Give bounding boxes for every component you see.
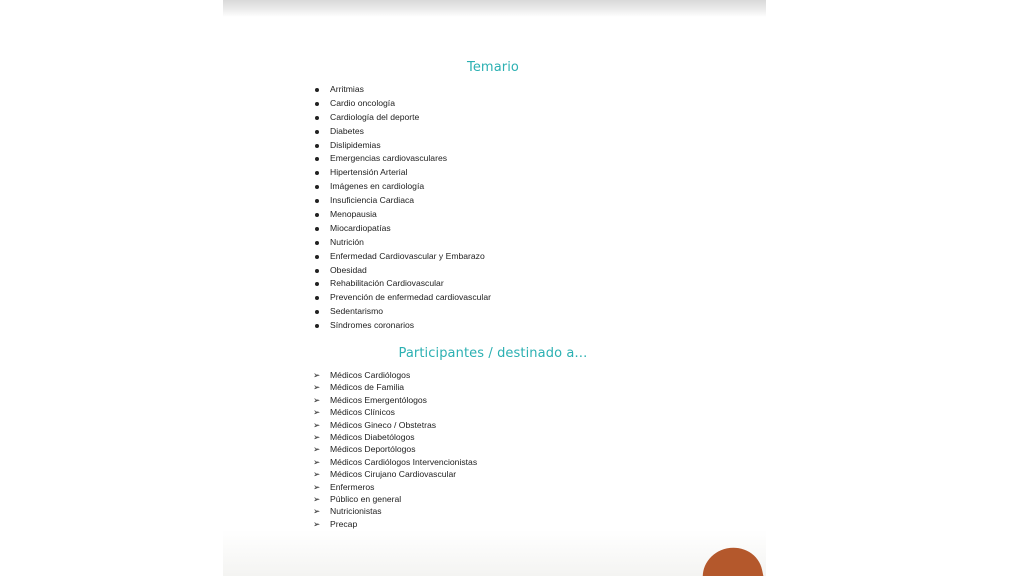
topic-label: Obesidad (330, 264, 367, 275)
arrow-bullet-icon: ➢ (313, 394, 321, 405)
round-bullet-icon (315, 296, 319, 300)
round-bullet-icon (315, 324, 319, 328)
arrow-bullet-icon: ➢ (313, 444, 321, 455)
round-bullet-icon (315, 88, 319, 92)
audience-item (313, 518, 477, 530)
topic-label: Cardio oncología (330, 97, 395, 108)
audience-label: Nutricionistas (330, 506, 382, 517)
round-bullet-icon (315, 310, 319, 314)
audience-item (313, 443, 477, 455)
arrow-bullet-icon: ➢ (313, 407, 321, 418)
audience-item (313, 481, 477, 493)
arrow-bullet-icon: ➢ (313, 506, 321, 517)
audience-item (313, 431, 477, 443)
audience-label: Precap (330, 518, 358, 529)
audience-item (313, 394, 477, 406)
topic-item (313, 264, 491, 278)
topic-item (313, 180, 491, 194)
topic-item (313, 222, 491, 236)
topic-label: Arritmias (330, 84, 364, 94)
arrow-bullet-icon: ➢ (313, 431, 321, 442)
topic-item (313, 319, 491, 333)
topic-item (313, 305, 491, 319)
arrow-bullet-icon: ➢ (313, 382, 321, 393)
page-top-edge (223, 0, 766, 17)
audience-item (313, 493, 477, 505)
round-bullet-icon (315, 130, 319, 134)
arrow-bullet-icon: ➢ (313, 481, 321, 492)
topic-label: Hipertensión Arterial (330, 167, 408, 178)
topic-item (313, 111, 491, 125)
arrow-bullet-icon: ➢ (313, 370, 321, 380)
round-bullet-icon (315, 227, 319, 231)
audience-item (313, 468, 477, 480)
topic-item (313, 125, 491, 139)
round-bullet-icon (315, 185, 319, 189)
round-bullet-icon (315, 144, 319, 148)
topic-item (313, 83, 491, 97)
audience-label: Médicos de Familia (330, 382, 405, 393)
arrow-bullet-icon: ➢ (313, 469, 321, 480)
audience-item (313, 456, 477, 468)
topic-label: Insuficiencia Cardiaca (330, 195, 415, 206)
topic-label: Síndromes coronarios (330, 320, 415, 331)
topic-item (313, 152, 491, 166)
topics-list (313, 83, 491, 333)
topic-item (313, 291, 491, 305)
section-title-participantes: Participantes / destinado a… (398, 346, 588, 361)
topic-label: Enfermedad Cardiovascular y Embarazo (330, 250, 485, 261)
round-bullet-icon (315, 241, 319, 245)
topic-item (313, 250, 491, 264)
arrow-bullet-icon: ➢ (313, 518, 321, 529)
audience-label: Público en general (330, 493, 402, 504)
topic-label: Emergencias cardiovasculares (330, 153, 448, 164)
topic-label: Miocardiopatías (330, 222, 391, 233)
arrow-bullet-icon: ➢ (313, 493, 321, 504)
topic-item (313, 208, 491, 222)
audience-label: Médicos Diabetólogos (330, 431, 415, 442)
audience-item (313, 381, 477, 393)
round-bullet-icon (315, 157, 319, 161)
topic-label: Nutrición (330, 236, 364, 247)
topic-item (313, 277, 491, 291)
section-title-temario: Temario (467, 60, 519, 75)
round-bullet-icon (315, 116, 319, 120)
audience-list (313, 369, 477, 530)
topic-label: Sedentarismo (330, 306, 384, 317)
round-bullet-icon (315, 213, 319, 217)
audience-item (313, 419, 477, 431)
audience-label: Médicos Cardiólogos Intervencionistas (330, 456, 478, 467)
topic-label: Diabetes (330, 125, 364, 136)
round-bullet-icon (315, 282, 319, 286)
topic-label: Imágenes en cardiología (330, 181, 425, 192)
topic-item (313, 236, 491, 250)
arrow-bullet-icon: ➢ (313, 419, 321, 430)
audience-label: Médicos Clínicos (330, 407, 395, 418)
topic-item (313, 166, 491, 180)
topic-label: Menopausia (330, 209, 377, 220)
topic-label: Cardiología del deporte (330, 111, 420, 122)
audience-item (313, 369, 477, 381)
arrow-bullet-icon: ➢ (313, 456, 321, 467)
topic-item (313, 97, 491, 111)
topic-label: Prevención de enfermedad cardiovascular (330, 292, 491, 303)
audience-label: Médicos Cardiólogos (330, 370, 411, 380)
audience-item (313, 406, 477, 418)
audience-label: Enfermeros (330, 481, 375, 492)
audience-label: Médicos Gineco / Obstetras (330, 419, 437, 430)
round-bullet-icon (315, 171, 319, 175)
topic-label: Dislipidemias (330, 139, 381, 150)
round-bullet-icon (315, 255, 319, 259)
audience-label: Médicos Emergentólogos (330, 394, 427, 405)
topic-item (313, 139, 491, 153)
round-bullet-icon (315, 102, 319, 106)
audience-label: Médicos Cirujano Cardiovascular (330, 469, 457, 480)
round-bullet-icon (315, 199, 319, 203)
audience-label: Médicos Deportólogos (330, 444, 416, 455)
footer-image (223, 530, 766, 576)
audience-item (313, 505, 477, 517)
topic-item (313, 194, 491, 208)
round-bullet-icon (315, 269, 319, 273)
document-page (223, 0, 766, 576)
topic-label: Rehabilitación Cardiovascular (330, 278, 444, 289)
